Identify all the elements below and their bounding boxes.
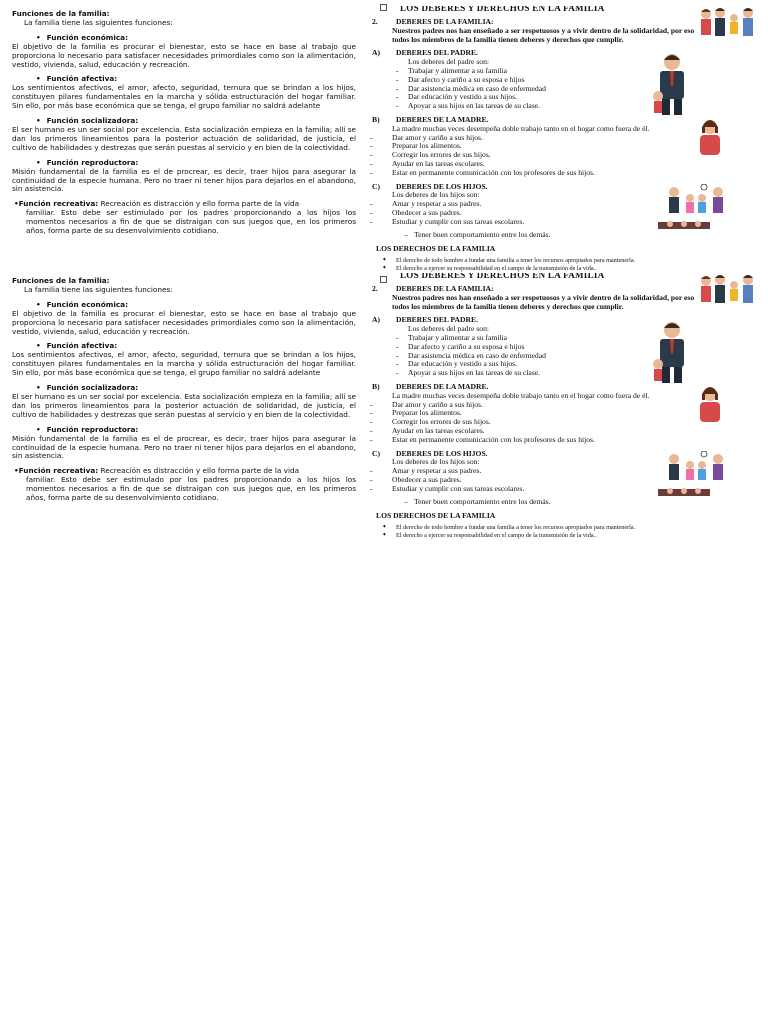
section-heading: • Función reproductora:: [36, 159, 356, 168]
section-reproductora: [12, 159, 356, 195]
list-item: - Obedecer a sus padres.: [392, 209, 728, 218]
list-item: - Dar asistencia médica en caso de enfermedad: [408, 85, 728, 94]
list-item: - Dar amor y cariño a sus hijos.: [392, 401, 728, 410]
section-reproductora: [12, 426, 356, 462]
mother-title: DEBERES DE LA MADRE.: [396, 114, 489, 124]
section-heading: • Función afectiva:: [36, 75, 356, 84]
children-illustration: [664, 451, 730, 483]
section-heading: • Función recreativa:: [14, 199, 98, 208]
list-item: ➧ El derecho de todo hombre a fundar una familia a tener los recursos apropiados para mantenerla.: [396, 257, 688, 265]
section-recreativa: [14, 200, 356, 236]
list-item: - Estar en permanente comunicación con los profesores de sus hijos.: [392, 436, 728, 445]
list-item: - Dar afecto y cariño a su esposa e hijos: [408, 343, 728, 352]
rights-list: [368, 257, 688, 272]
mother-duties-list: [368, 401, 728, 445]
list-item: - Preparar los alimentos.: [392, 142, 728, 151]
rights-title: LOS DERECHOS DE LA FAMILIA: [376, 511, 496, 521]
top-title: LOS DEBERES Y DERECHOS EN LA FAMILIA: [400, 6, 605, 12]
mother-title: DEBERES DE LA MADRE.: [396, 381, 489, 391]
label-a: A): [372, 48, 381, 58]
right-document-bottom: [368, 273, 728, 539]
father-intro: Los deberes del padre son:: [408, 324, 489, 334]
section-text: Los sentimientos afectivos, el amor, afecto, seguridad, ternura que se brindan a los hijos, constituyen pilares fundamentales en la marcha y sólida estructuración del hogar familiar. Sin ello, por más base económica que se tenga, el grupo familiar no saldrá adelante: [12, 350, 356, 378]
section-text: El objetivo de la familia es procurar el bienestar, esto se hace en base al trabajo que proporciona lo necesario para satisfacer necesidades primordiales como son la alimentación, vestido, vivienda, salud, educación y recreación.: [12, 308, 356, 336]
section-number: 2.: [372, 17, 378, 26]
list-item: - Amar y respetar a sus padres.: [392, 467, 728, 476]
list-item: - Estudiar y cumplir con sus tareas escolares.: [392, 218, 728, 227]
section-text: Nuestros padres nos han enseñado a ser respetuosos y a vivir dentro de la solidaridad, por eso todos los miembros de la familia tienen deberes y derechos que cumplir.: [392, 25, 695, 44]
list-item: ➧ El derecho de todo hombre a fundar una familia a tener los recursos apropiados para mantenerla.: [396, 524, 688, 532]
list-item: - Ayudar en las tareas escolares.: [392, 160, 728, 169]
section-text: Los sentimientos afectivos, el amor, afecto, seguridad, ternura que se brindan a los hijos, constituyen pilares fundamentales en la marcha y sólida estructuración del hogar familiar. Sin ello, por más base económica que se tenga, el grupo familiar no saldrá adelante: [12, 83, 356, 111]
doc-title: Funciones de la familia:: [12, 276, 110, 285]
section-text-first: Recreación es distracción y ello forma parte de la vida: [100, 466, 300, 476]
label-a: A): [372, 315, 381, 325]
list-item: - Preparar los alimentos.: [392, 409, 728, 418]
list-item: - Trabajar y alimentar a su familia: [408, 67, 728, 76]
children-illustration: [664, 184, 730, 216]
left-document-bottom: [12, 277, 356, 503]
children-extra-text: Tener buen comportamiento entre los demás.: [414, 496, 551, 506]
children-extra-text: Tener buen comportamiento entre los demás.: [414, 229, 551, 239]
section-text: Misión fundamental de la familia es el de procrear, es decir, traer hijos para asegurar la continuidad de la especie humana. Pero no traer ni tener hijos para dejarlos en el abandono, sin asistencia.: [12, 433, 356, 461]
section-socializadora: [12, 117, 356, 153]
left-document-top: [12, 10, 356, 236]
section-text-first: Recreación es distracción y ello forma parte de la vida: [100, 199, 300, 209]
list-item: - Estudiar y cumplir con sus tareas escolares.: [392, 485, 728, 494]
mother-intro: La madre muchas veces desempeña doble trabajo tanto en el hogar como fuera de él.: [392, 123, 650, 133]
mother-duties-list: [368, 134, 728, 178]
father-title: DEBERES DEL PADRE.: [396, 315, 478, 325]
label-b: B): [372, 114, 380, 124]
children-intro: Los deberes de los hijos son:: [392, 190, 480, 200]
section-heading: • Función económica:: [36, 34, 356, 43]
section-heading: • Función afectiva:: [36, 342, 356, 351]
section-heading: • Función recreativa:: [14, 466, 98, 475]
rights-title: LOS DERECHOS DE LA FAMILIA: [376, 244, 496, 254]
children-title: DEBERES DE LOS HIJOS.: [396, 181, 488, 191]
list-item: - Ayudar en las tareas escolares.: [392, 427, 728, 436]
doc-intro: La familia tiene las siguientes funciones:: [24, 284, 173, 294]
section-text: Misión fundamental de la familia es el de procrear, es decir, traer hijos para asegurar la continuidad de la especie humana. Pero no traer ni tener hijos para dejarlos en el abandono, sin asistencia.: [12, 166, 356, 194]
list-item: - Dar afecto y cariño a su esposa e hijos: [408, 76, 728, 85]
father-illustration: [650, 320, 694, 386]
section-text: El ser humano es un ser social por excelencia. Esta socialización empieza en la familia; allí se dan los primeros lineamientos para la posterior actuación de solidaridad, de justicia, el cultivo de habilidades y destrezas que serán puestas al servicio y en bien de la colectividad.: [12, 124, 356, 152]
section-heading: • Función socializadora:: [36, 117, 356, 126]
page-corner-mark: [380, 4, 387, 11]
page-corner-mark: [380, 276, 387, 283]
section-economica: [12, 34, 356, 70]
section-text-rest: familiar. Esto debe ser estimulado por los padres proporcionando a los hijos los momentos necesarios a fin de que se distraigan con sus juegos que, en los primeros años, forma parte de su desenvolvimiento cotidiano.: [26, 208, 356, 236]
list-item: - Dar educación y vestido a sus hijos.: [408, 360, 728, 369]
section-heading: • Función reproductora:: [36, 426, 356, 435]
section-economica: [12, 301, 356, 337]
doc-title: Funciones de la familia:: [12, 9, 110, 18]
section-text: El objetivo de la familia es procurar el bienestar, esto se hace en base al trabajo que proporciona lo necesario para satisfacer necesidades primordiales como son la alimentación, vestido, vivienda, salud, educación y recreación.: [12, 41, 356, 69]
family-group-illustration: [696, 6, 760, 42]
father-intro: Los deberes del padre son:: [408, 57, 489, 67]
children-title: DEBERES DE LOS HIJOS.: [396, 448, 488, 458]
doc-intro: La familia tiene las siguientes funciones:: [24, 17, 173, 27]
list-item: ➧ El derecho a ejercer su responsabilidad en el campo de la transmisión de la vida..: [396, 265, 688, 273]
section-recreativa: [14, 467, 356, 503]
mother-illustration: [692, 385, 728, 425]
list-item: - Trabajar y alimentar a su familia: [408, 334, 728, 343]
children-intro: Los deberes de los hijos son:: [392, 457, 480, 467]
list-item: - Apoyar a sus hijos en las tareas de su clase.: [408, 369, 728, 378]
family-group-illustration: [696, 273, 760, 309]
section-title: DEBERES DE LA FAMILIA:: [396, 284, 494, 293]
list-item: - Dar educación y vestido a sus hijos.: [408, 93, 728, 102]
children-extra: – Tener buen comportamiento entre los demás.: [404, 229, 551, 239]
rights-list: [368, 524, 688, 539]
section-afectiva: [12, 342, 356, 378]
list-item: - Corregir los errores de sus hijos.: [392, 418, 728, 427]
list-item: - Obedecer a sus padres.: [392, 476, 728, 485]
mother-illustration: [692, 118, 728, 158]
section-text: El ser humano es un ser social por excelencia. Esta socialización empieza en la familia; allí se dan los primeros lineamientos para la posterior actuación de solidaridad, de justicia, el cultivo de habilidades y destrezas que serán puestas al servicio y en bien de la colectividad.: [12, 391, 356, 419]
family-banner-illustration: [658, 487, 710, 497]
list-item: - Dar amor y cariño a sus hijos.: [392, 134, 728, 143]
top-title: LOS DEBERES Y DERECHOS EN LA FAMILIA: [400, 273, 605, 279]
children-extra: – Tener buen comportamiento entre los demás.: [404, 496, 551, 506]
section-socializadora: [12, 384, 356, 420]
section-title: DEBERES DE LA FAMILIA:: [396, 17, 494, 26]
section-text: Nuestros padres nos han enseñado a ser respetuosos y a vivir dentro de la solidaridad, por eso todos los miembros de la familia tienen deberes y derechos que cumplir.: [392, 292, 695, 311]
section-heading: • Función socializadora:: [36, 384, 356, 393]
label-c: C): [372, 448, 381, 458]
section-afectiva: [12, 75, 356, 111]
section-heading: • Función económica:: [36, 301, 356, 310]
list-item: - Dar asistencia médica en caso de enfermedad: [408, 352, 728, 361]
father-title: DEBERES DEL PADRE.: [396, 48, 478, 58]
father-illustration: [650, 52, 694, 118]
section-text-rest: familiar. Esto debe ser estimulado por los padres proporcionando a los hijos los momentos necesarios a fin de que se distraigan con sus juegos que, en los primeros años, forma parte de su desenvolvimiento cotidiano.: [26, 475, 356, 503]
mother-intro: La madre muchas veces desempeña doble trabajo tanto en el hogar como fuera de él.: [392, 390, 650, 400]
list-item: - Apoyar a sus hijos en las tareas de su clase.: [408, 102, 728, 111]
list-item: ➧ El derecho a ejercer su responsabilidad en el campo de la transmisión de la vida..: [396, 532, 688, 540]
family-banner-illustration: [658, 220, 710, 230]
label-c: C): [372, 181, 381, 191]
right-document-top: [368, 6, 728, 272]
section-number: 2.: [372, 284, 378, 293]
list-item: - Estar en permanente comunicación con los profesores de sus hijos.: [392, 169, 728, 178]
list-item: - Corregir los errores de sus hijos.: [392, 151, 728, 160]
label-b: B): [372, 381, 380, 391]
list-item: - Amar y respetar a sus padres.: [392, 200, 728, 209]
